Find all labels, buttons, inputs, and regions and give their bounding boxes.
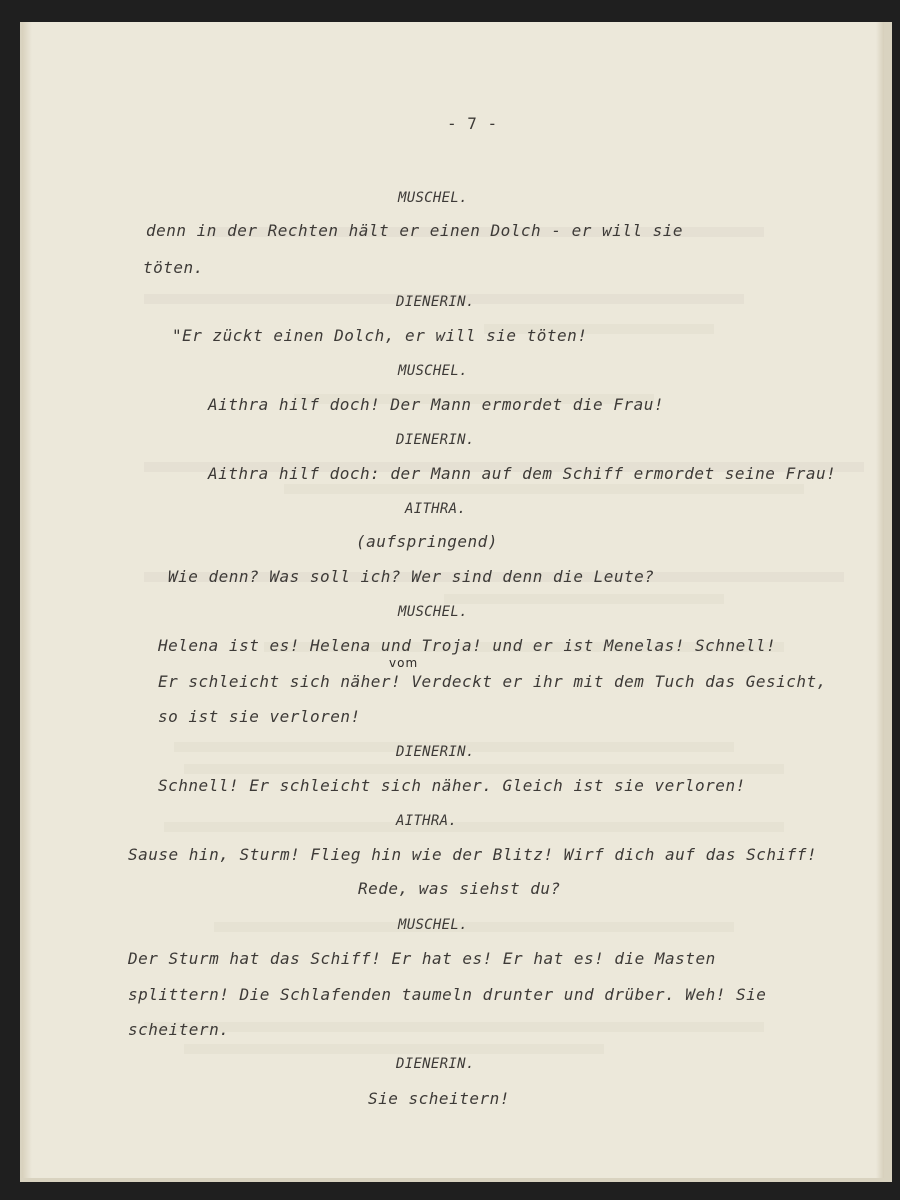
speaker-label: MUSCHEL.	[398, 190, 468, 206]
dialogue-line: Sause hin, Sturm! Flieg hin wie der Blitz! Wirf dich auf das Schiff!	[128, 845, 818, 864]
dialogue-line: töten.	[143, 258, 204, 277]
speaker-label: AITHRA.	[405, 501, 467, 517]
speaker-label: DIENERIN.	[396, 432, 475, 448]
speaker-label: MUSCHEL.	[398, 363, 468, 379]
speaker-label: DIENERIN.	[396, 1056, 475, 1072]
dialogue-line: denn in der Rechten hält er einen Dolch - er will sie	[146, 221, 684, 240]
speaker-label: MUSCHEL.	[398, 917, 468, 933]
handwritten-correction: vom	[389, 656, 419, 670]
dialogue-line: Der Sturm hat das Schiff! Er hat es! Er hat es! die Masten	[128, 949, 716, 968]
speaker-label: DIENERIN.	[396, 294, 475, 310]
dialogue-line: Rede, was siehst du?	[358, 879, 561, 898]
dialogue-line: so ist sie verloren!	[158, 707, 361, 726]
stage-direction: (aufspringend)	[356, 532, 498, 551]
dialogue-line: Er schleicht sich näher! Verdeckt er ihr mit dem Tuch das Gesicht,	[158, 672, 827, 691]
dialogue-line: Aithra hilf doch! Der Mann ermordet die Frau!	[208, 395, 664, 414]
speaker-label: MUSCHEL.	[398, 604, 468, 620]
dialogue-line: splittern! Die Schlafenden taumeln drunter und drüber. Weh! Sie	[128, 985, 767, 1004]
page-number: - 7 -	[447, 114, 498, 133]
dialogue-line: Schnell! Er schleicht sich näher. Gleich ist sie verloren!	[158, 776, 746, 795]
dialogue-line: Wie denn? Was soll ich? Wer sind denn die Leute?	[168, 567, 655, 586]
dialogue-line: Helena ist es! Helena und Troja! und er ist Menelas! Schnell!	[158, 636, 777, 655]
speaker-label: AITHRA.	[396, 813, 458, 829]
dialogue-line: scheitern.	[128, 1020, 230, 1039]
dialogue-line: Sie scheitern!	[368, 1089, 510, 1108]
speaker-label: DIENERIN.	[396, 744, 475, 760]
dialogue-line: "Er zückt einen Dolch, er will sie töten!	[172, 326, 588, 345]
document-page	[22, 22, 884, 1178]
dialogue-line: Aithra hilf doch: der Mann auf dem Schiff ermordet seine Frau!	[208, 464, 837, 483]
